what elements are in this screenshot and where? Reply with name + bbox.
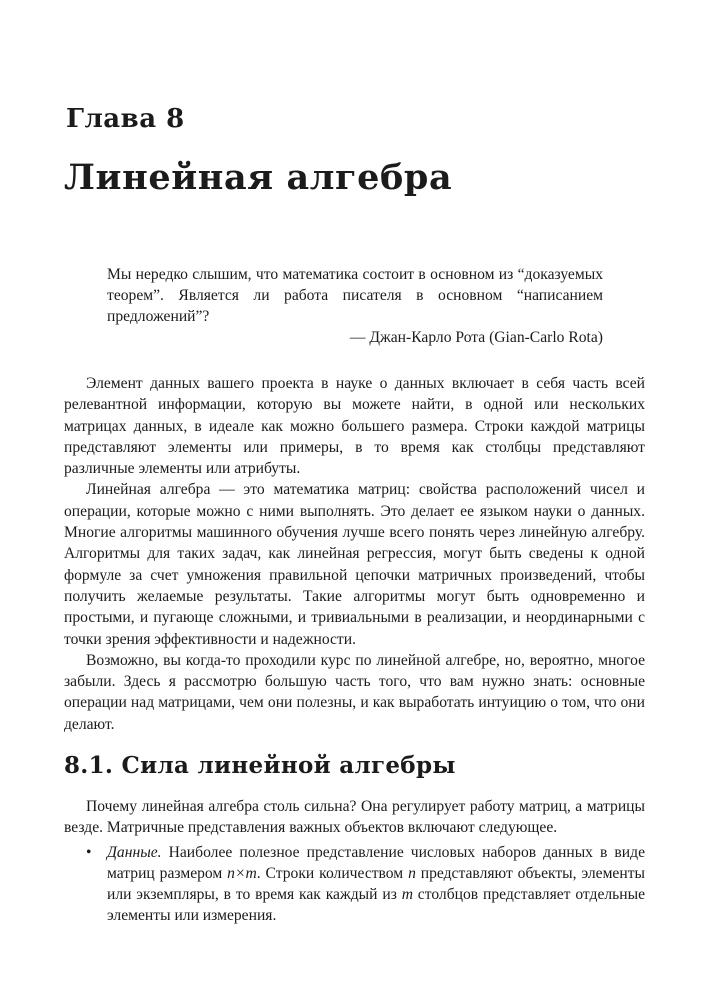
bullet-term: Данные. <box>107 843 162 861</box>
section-body <box>64 796 645 927</box>
paragraph: Возможно, вы когда-то проходили курс по линейной алгебре, но, вероятно, многое забыли. Здесь я рассмотрю большую часть того, что вам нужно знать: основные операции над матрицами, чем они полезны, и как выработать интуицию о том, что они делают. <box>64 651 645 733</box>
chapter-intro <box>64 373 645 735</box>
bullet-text: Наиболее полезное представление числовых наборов данных в виде матриц размером <box>107 843 645 882</box>
math-expression: n×m <box>227 864 257 882</box>
chapter-title: Линейная алгебра <box>64 157 453 198</box>
bullet-text: представляют объекты, элементы или экземпляры, в то время как каждый из <box>107 864 645 904</box>
bullet-icon: • <box>86 843 92 861</box>
bullet-text: . Строки количеством <box>256 864 409 882</box>
bullet-text: столбцов представляет отдельные элементы или измерения. <box>107 886 646 925</box>
bullet-list <box>64 842 645 927</box>
paragraph: Элемент данных вашего проекта в науке о данных включает в себя часть всей релевантной информации, которую вы можете найти, в одной или нескольких матрицах данных, в идеале как можно большего размера. Строки каждой матрицы представляют элементы или примеры, в то время как столбцы представляют различные элементы или атрибуты. <box>64 375 645 478</box>
section-heading: 8.1. Сила линейной алгебры <box>64 752 456 779</box>
math-expression: m <box>401 886 413 904</box>
paragraph: Линейная алгебра — это математика матриц: свойства расположений чисел и операции, которые можно с ними выполнять. Это делает ее языком науки о данных. Многие алгоритмы машинного обучения лучше всего понять через линейную алгебру. Алгоритмы для таких задач, как линейная регрессия, могут быть сведены к одной формуле за счет умножения правильной цепочки матричных произведений, чтобы получить желаемые результаты. Такие алгоритмы могут быть одновременно и простыми, и пугающе сложными, и тривиальными в реализации, и неординарными с точки зрения эффективности и надежности. <box>64 481 645 648</box>
math-expression: n <box>408 864 416 882</box>
section-intro: Почему линейная алгебра столь сильна? Она регулирует работу матриц, а матрицы везде. Матричные представления важных объектов включают следующее. <box>64 798 645 837</box>
list-item <box>64 842 645 927</box>
epigraph <box>107 264 603 348</box>
chapter-label: Глава 8 <box>66 104 185 134</box>
epigraph-quote: Мы нередко слышим, что математика состоит в основном из “доказуемых теорем”. Является ли работа писателя в основном “написанием предложений”? <box>107 266 603 325</box>
epigraph-attribution: — Джан-Карло Рота (Gian-Carlo Rota) <box>349 329 603 346</box>
